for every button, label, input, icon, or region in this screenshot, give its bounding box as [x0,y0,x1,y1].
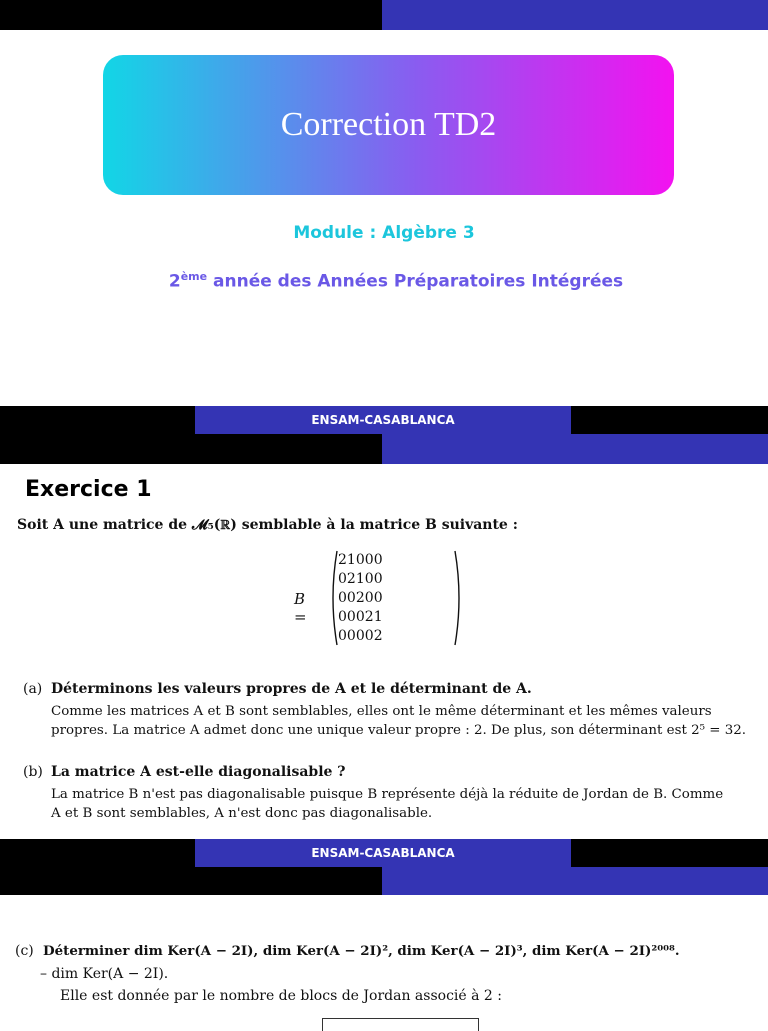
matrix-cell: 0 [373,570,383,587]
matrix-cell: 1 [346,551,356,568]
matrix-cell: 0 [373,551,383,568]
matrix-cell: 0 [364,589,374,606]
matrix-cell: 2 [338,551,347,568]
matrix-cell: 1 [355,570,365,587]
slide-exercise-1 [0,434,768,895]
matrix-cell: 0 [355,608,365,625]
item-b-question: La matrice A est-elle diagonalisable ? [51,764,346,780]
matrix-cell: 0 [346,627,356,644]
slide-title [0,0,768,434]
matrix-cell: 0 [364,551,374,568]
year-label [0,270,768,292]
matrix-cell: 0 [364,570,374,587]
footer-underband [0,867,768,895]
jordan-box [322,1018,479,1031]
item-a-answer-line2: propres. La matrice A admet donc une unique valeur propre : 2. De plus, son déterminant est 2⁵ = 32. [51,723,746,738]
matrix-cell: 2 [355,589,365,606]
item-b-answer-line2: A et B sont semblables, A n'est donc pas diagonalisable. [51,806,433,821]
matrix-cell: 0 [346,589,356,606]
top-band [0,0,768,30]
matrix-label: B = [294,590,307,626]
exercise-title: Exercice 1 [25,477,152,502]
module-label: Module : Algèbre 3 [293,223,475,243]
slide-footer [0,406,768,434]
matrix-cell: 2 [364,608,374,625]
matrix-cell: 0 [373,589,383,606]
right-paren-icon [454,550,464,646]
matrix-cell: 1 [373,608,383,625]
matrix-cell: 0 [355,627,365,644]
item-a-answer-line1: Comme les matrices A et B sont semblables, elles ont le même déterminant et les mêmes valeurs [51,704,712,719]
matrix-cell: 0 [338,589,347,606]
year-suffix: ème [180,270,208,283]
matrix-table [338,550,383,645]
footer-label: ENSAM-CASABLANCA [195,406,571,434]
matrix-cell: 2 [373,627,383,644]
exercise-intro: Soit A une matrice de 𝓜₅(ℝ) semblable à la matrice B suivante : [17,517,518,533]
footer-blue-block [382,867,768,895]
matrix-row [338,569,383,588]
matrix-cell: 0 [338,608,347,625]
matrix-row [338,588,383,607]
matrix-cell: 2 [346,570,356,587]
matrix-row [338,626,383,645]
year-text: année des Années Préparatoires Intégrées [207,271,624,292]
item-c-marker: (c) [15,943,34,959]
footer-label: ENSAM-CASABLANCA [195,839,571,867]
item-c-question: Déterminer dim Ker(A − 2I), dim Ker(A − 2I)², dim Ker(A − 2I)³, dim Ker(A − 2I)²⁰⁰⁸. [43,943,680,959]
matrix-cell: 0 [364,627,374,644]
slide-title-box: Correction TD2 [103,55,674,195]
matrix-cell: 0 [338,570,347,587]
item-c-text: Elle est donnée par le nombre de blocs de Jordan associé à 2 : [60,988,502,1004]
year-number: 2 [168,271,181,292]
top-band-black [0,434,382,464]
matrix-cell: 0 [346,608,356,625]
top-band-blue [382,0,768,30]
matrix-row [338,607,383,626]
matrix-cell: 0 [355,551,365,568]
item-a-marker: (a) [23,681,43,697]
matrix-row [338,550,383,569]
item-a-question: Déterminons les valeurs propres de A et le déterminant de A. [51,681,532,697]
slide-footer [0,839,768,867]
item-b-marker: (b) [23,764,43,780]
matrix-cell: 0 [338,627,347,644]
item-c-subitem: – dim Ker(A − 2I). [40,966,169,982]
left-paren-icon [328,550,338,646]
top-band-blue [382,434,768,464]
item-b-answer-line1: La matrice B n'est pas diagonalisable puisque B représente déjà la réduite de Jordan de B. Comme [51,787,724,802]
top-band [0,434,768,464]
top-band-black [0,0,382,30]
